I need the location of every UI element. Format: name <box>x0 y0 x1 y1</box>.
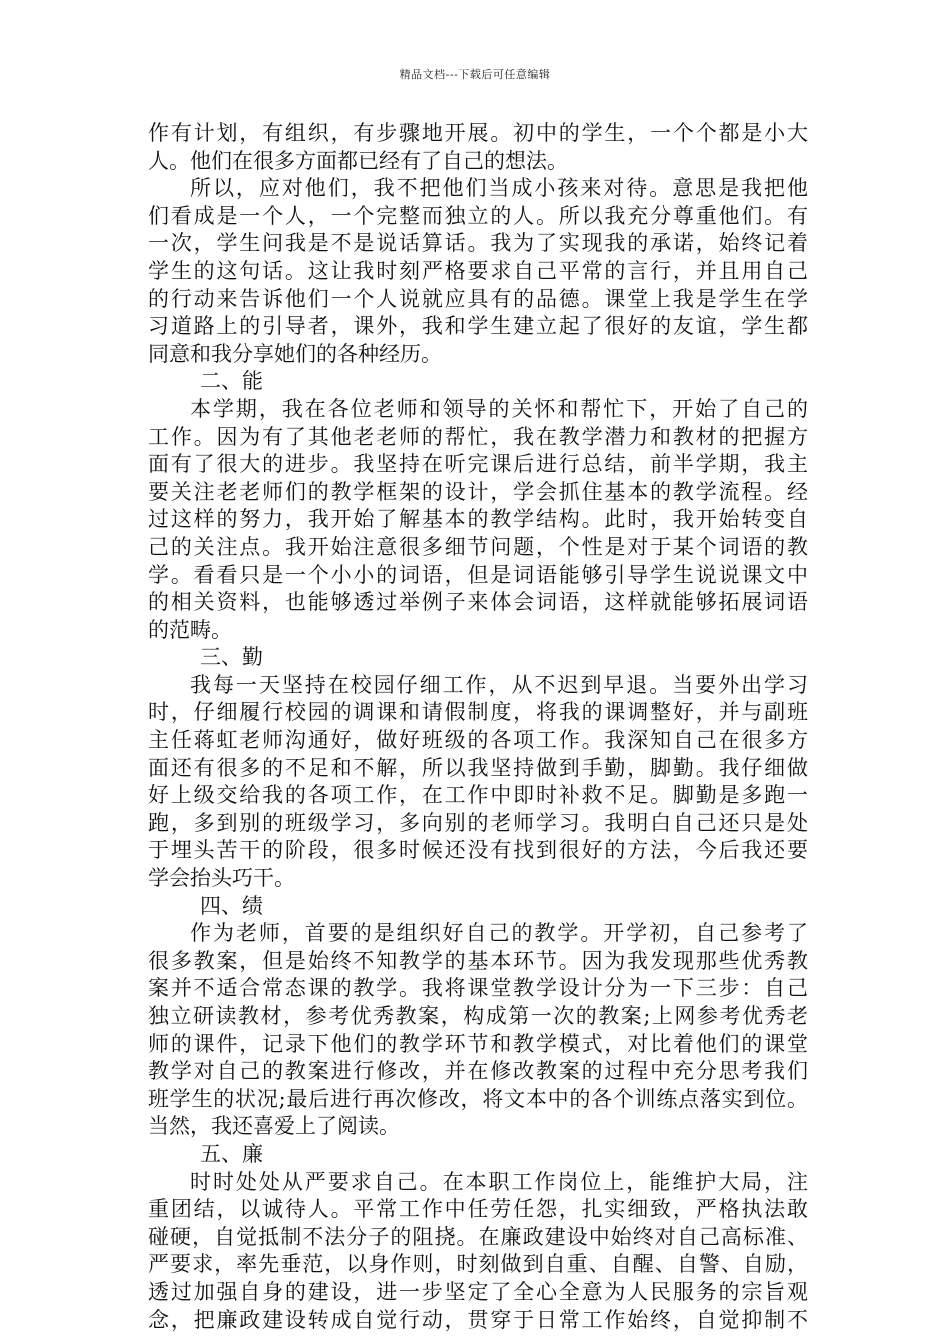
text-line: 学会抬头巧干。 <box>148 866 295 891</box>
text-line: 所以，应对他们，我不把他们当成小孩来对待。意思是我把他 <box>190 176 808 201</box>
text-line: 很多教案，但是始终不知教学的基本环节。因为我发现那些优秀教 <box>148 948 808 973</box>
text-line: 作有计划，有组织，有步骤地开展。初中的学生，一个个都是小大 <box>148 121 808 145</box>
text-line: 班学生的状况;最后进行再次修改，将文本中的各个训练点落实到位。 <box>148 1086 808 1111</box>
text-line: 面还有很多的不足和不解，所以我坚持做到手勤，脚勤。我仔细做 <box>148 755 808 780</box>
text-line: 好上级交给我的各项工作，在工作中即时补救不足。脚勤是多跑一 <box>148 783 808 808</box>
text-line: 严要求，率先垂范，以身作则，时刻做到自重、自醒、自警、自励， <box>148 1252 808 1277</box>
text-line: 要关注老老师们的教学框架的设计，学会抓住基本的教学流程。经 <box>148 479 808 504</box>
text-line: 时，仔细履行校园的调课和请假制度，将我的课调整好，并与副班 <box>148 700 808 725</box>
text-line: 案并不适合常态课的教学。我将课堂教学设计分为一下三步：自己 <box>148 976 808 1001</box>
text-line: 习道路上的引导者，课外，我和学生建立起了很好的友谊，学生都 <box>148 314 808 339</box>
text-line: 的相关资料，也能够透过举例子来体会词语，这样就能够拓展词语 <box>148 590 808 615</box>
text-line: 工作。因为有了其他老老师的帮忙，我在教学潜力和教材的把握方 <box>148 424 808 449</box>
text-line: 作为老师，首要的是组织好自己的教学。开学初，自己参考了 <box>190 921 808 946</box>
text-line: 我每一天坚持在校园仔细工作，从不迟到早退。当要外出学习 <box>190 672 808 697</box>
text-line: 本学期，我在各位老师和领导的关怀和帮忙下，开始了自己的 <box>190 396 808 421</box>
page-header: 精品文档---下载后可任意编辑 <box>399 68 551 81</box>
text-line: 学生的这句话。这让我时刻严格要求自己平常的言行，并且用自己 <box>148 258 808 283</box>
text-line: 一次，学生问我是不是说话算话。我为了实现我的承诺，始终记着 <box>148 231 808 256</box>
text-line: 的范畴。 <box>148 617 232 642</box>
text-line: 学。看看只是一个小小的词语，但是词语能够引导学生说说课文中 <box>148 562 808 587</box>
section-heading: 五、廉 <box>200 1141 263 1166</box>
text-line: 面有了很大的进步。我坚持在听完课后进行总结，前半学期，我主 <box>148 452 808 477</box>
text-line: 教学对自己的教案进行修改，并在修改教案的过程中充分思考我们 <box>148 1059 808 1084</box>
text-line: 的行动来告诉他们一个人说就应具有的品德。课堂上我是学生在学 <box>148 286 808 311</box>
text-line: 碰硬，自觉抵制不法分子的阻挠。在廉政建设中始终对自己高标准、 <box>148 1224 808 1249</box>
text-line: 重团结，以诚待人。平常工作中任劳任怨，扎实细致，严格执法敢 <box>148 1197 808 1222</box>
text-line: 己的关注点。我开始注意很多细节问题，个性是对于某个词语的教 <box>148 534 808 559</box>
text-line: 当然，我还喜爱上了阅读。 <box>148 1114 400 1139</box>
text-line: 们看成是一个人，一个完整而独立的人。所以我充分尊重他们。有 <box>148 203 808 228</box>
text-line: 主任蒋虹老师沟通好，做好班级的各项工作。我深知自己在很多方 <box>148 728 808 753</box>
text-line: 念，把廉政建设转成自觉行动，贯穿于日常工作始终，自觉抑制不 <box>148 1307 808 1332</box>
section-heading: 四、绩 <box>200 893 263 918</box>
text-line: 同意和我分享她们的各种经历。 <box>148 341 442 366</box>
text-line: 于埋头苦干的阶段，很多时候还没有找到很好的方法，今后我还要 <box>148 838 808 863</box>
section-heading: 二、能 <box>200 369 263 394</box>
text-line: 人。他们在很多方面都已经有了自己的想法。 <box>148 148 568 173</box>
text-line: 师的课件，记录下他们的教学环节和教学模式，对比着他们的课堂 <box>148 1031 808 1056</box>
text-line: 透过加强自身的建设，进一步坚定了全心全意为人民服务的宗旨观 <box>148 1279 808 1304</box>
text-line: 时时处处从严要求自己。在本职工作岗位上，能维护大局，注 <box>190 1169 808 1194</box>
document-body <box>148 120 808 1334</box>
text-line: 独立研读教材，参考优秀教案，构成第一次的教案;上网参考优秀老 <box>148 1004 808 1028</box>
section-heading: 三、勤 <box>200 645 263 670</box>
text-line: 跑，多到别的班级学习，多向别的老师学习。我明白自己还只是处 <box>148 810 808 835</box>
text-line: 过这样的努力，我开始了解基本的教学结构。此时，我开始转变自 <box>148 507 808 532</box>
